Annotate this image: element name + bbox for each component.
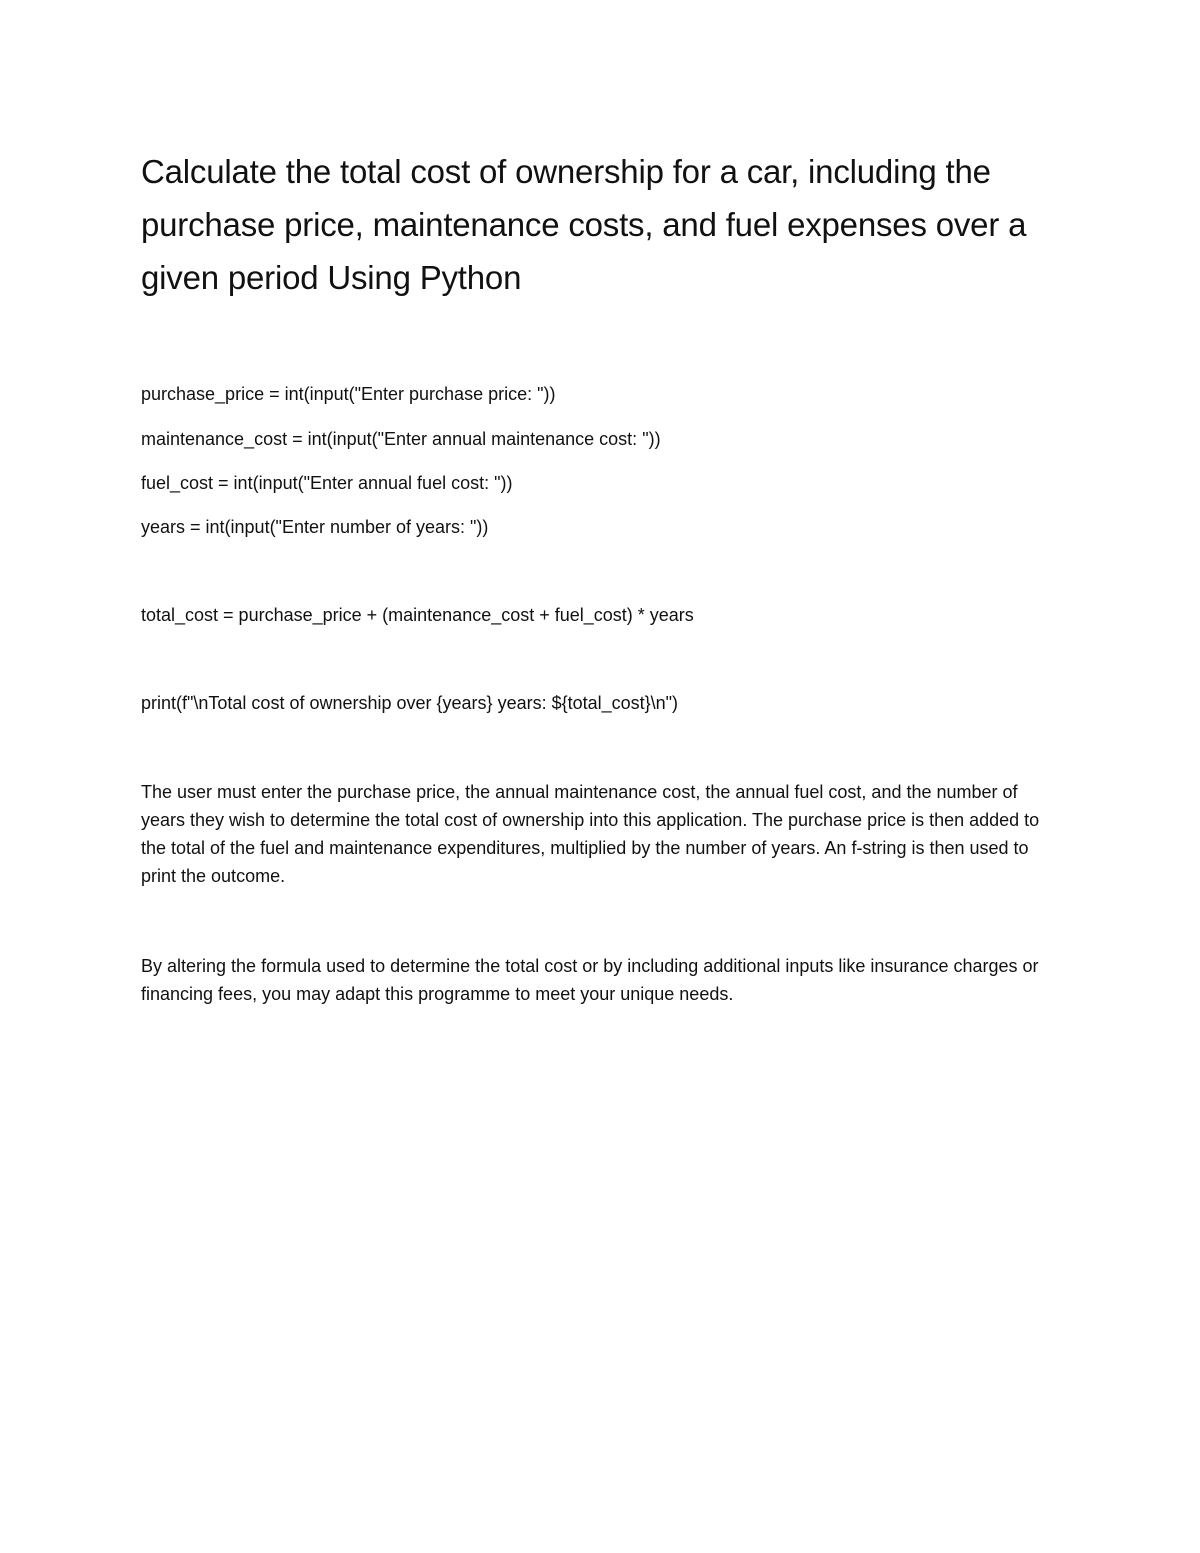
code-line-years: years = int(input("Enter number of years: ")) — [141, 517, 489, 537]
adaptation-paragraph: By altering the formula used to determine the total cost or by including additional inputs like insurance charges or financing fees, you may adapt this programme to meet your unique needs. — [141, 956, 1039, 1004]
code-line-maintenance-cost: maintenance_cost = int(input("Enter annual maintenance cost: ")) — [141, 429, 661, 449]
code-line-fuel-cost: fuel_cost = int(input("Enter annual fuel cost: ")) — [141, 473, 513, 493]
code-line-purchase-price: purchase_price = int(input("Enter purchase price: ")) — [141, 384, 556, 404]
code-line-total-cost: total_cost = purchase_price + (maintenance_cost + fuel_cost) * years — [141, 605, 694, 625]
explanation-paragraph: The user must enter the purchase price, the annual maintenance cost, the annual fuel cost, and the number of years they wish to determine the total cost of ownership into this application. The purchase price is then added to the total of the fuel and maintenance expenditures, multiplied by the number of years. An f-string is then used to print the outcome. — [141, 782, 1040, 886]
document-title: Calculate the total cost of ownership for a car, including the purchase price, maintenance costs, and fuel expenses over a given period Using Python — [141, 153, 1027, 296]
code-line-print: print(f"\nTotal cost of ownership over {years} years: ${total_cost}\n") — [141, 693, 679, 713]
